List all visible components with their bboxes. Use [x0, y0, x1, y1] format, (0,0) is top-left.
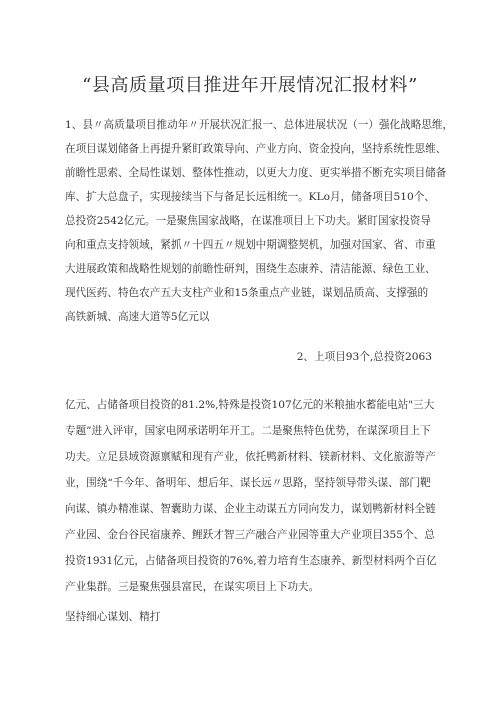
paragraph-line-4: 库、扩大总盘子，实现接续当下与备足长远相统一。KLo月，储备项目510个、: [65, 191, 435, 203]
document-title: “县高质量项目推进年开展情况汇报材料”: [82, 75, 418, 96]
section-2-heading-line: 2、上项目93个,总投资2063: [296, 351, 432, 363]
paragraph-line-8: 现代医药、特色农产五大支柱产业和15条重点产业链，谋划品质高、支撑强的: [65, 287, 429, 299]
paragraph-line-5: 总投资2542亿元。一是聚焦国家战略，在谋准项目上下功夫。紧盯国家投资导: [65, 215, 431, 227]
paragraph-line-12: 功夫。立足县域资源禀赋和现有产业，依托鸭新材料、镁新材料、文化旅游等产: [65, 451, 436, 463]
paragraph-line-17: 产业集群。三是聚焦强县富民，在谋实项目上下功夫。: [65, 581, 320, 593]
paragraph-line-1: 1、县〃高质量项目推动年〃开展状况汇报一、总体进展状况（一）强化战略思维，: [65, 119, 454, 131]
paragraph-line-10: 亿元、占储备项目投资的81.2%,特殊是投资107亿元的米粮抽水蓄能电站"三大: [65, 399, 435, 411]
paragraph-line-6: 向和重点支持领域，紧抓〃十四五〃规划中期调整契机，加强对国家、省、市重: [65, 239, 436, 251]
paragraph-line-18: 坚持细心谋划、精打: [65, 611, 161, 623]
paragraph-line-16: 投资1931亿元，占储备项目投资的76%,着力培育生态康养、新型材料两个百亿: [65, 555, 437, 567]
paragraph-line-14: 向谋、镇办精准谋、智囊助力谋、企业主动谋五方同向发力，谋划鸭新材料全链: [65, 503, 436, 515]
paragraph-line-11: 专题”进入评审，国家电网承诺明年开工。二是聚焦特色优势，在谋深项目上下: [65, 425, 431, 437]
paragraph-line-2: 在项目谋划储备上再提升紧盯政策导向、产业方向、资金投向，坚持系统性思维、: [65, 143, 447, 155]
paragraph-line-9: 高铁新城、高速大道等5亿元以: [65, 311, 210, 323]
paragraph-line-13: 业，围绕“千今年、备明年、想后年、谋长远〃思路，坚持领导带头谋、部门靶: [65, 477, 431, 489]
paragraph-line-3: 前瞻性思索、全局性谋划、整体性推动，以更大力度、更实举措不断充实项目储备: [65, 167, 447, 179]
paragraph-line-15: 产业园、金台谷民宿康养、鲤跃才智三产融合产业园等重大产业项目355个、总: [65, 529, 435, 541]
paragraph-line-7: 大进展政策和战略性规划的前瞻性研判，围绕生态康养、清洁能源、绿色工业、: [65, 263, 436, 275]
